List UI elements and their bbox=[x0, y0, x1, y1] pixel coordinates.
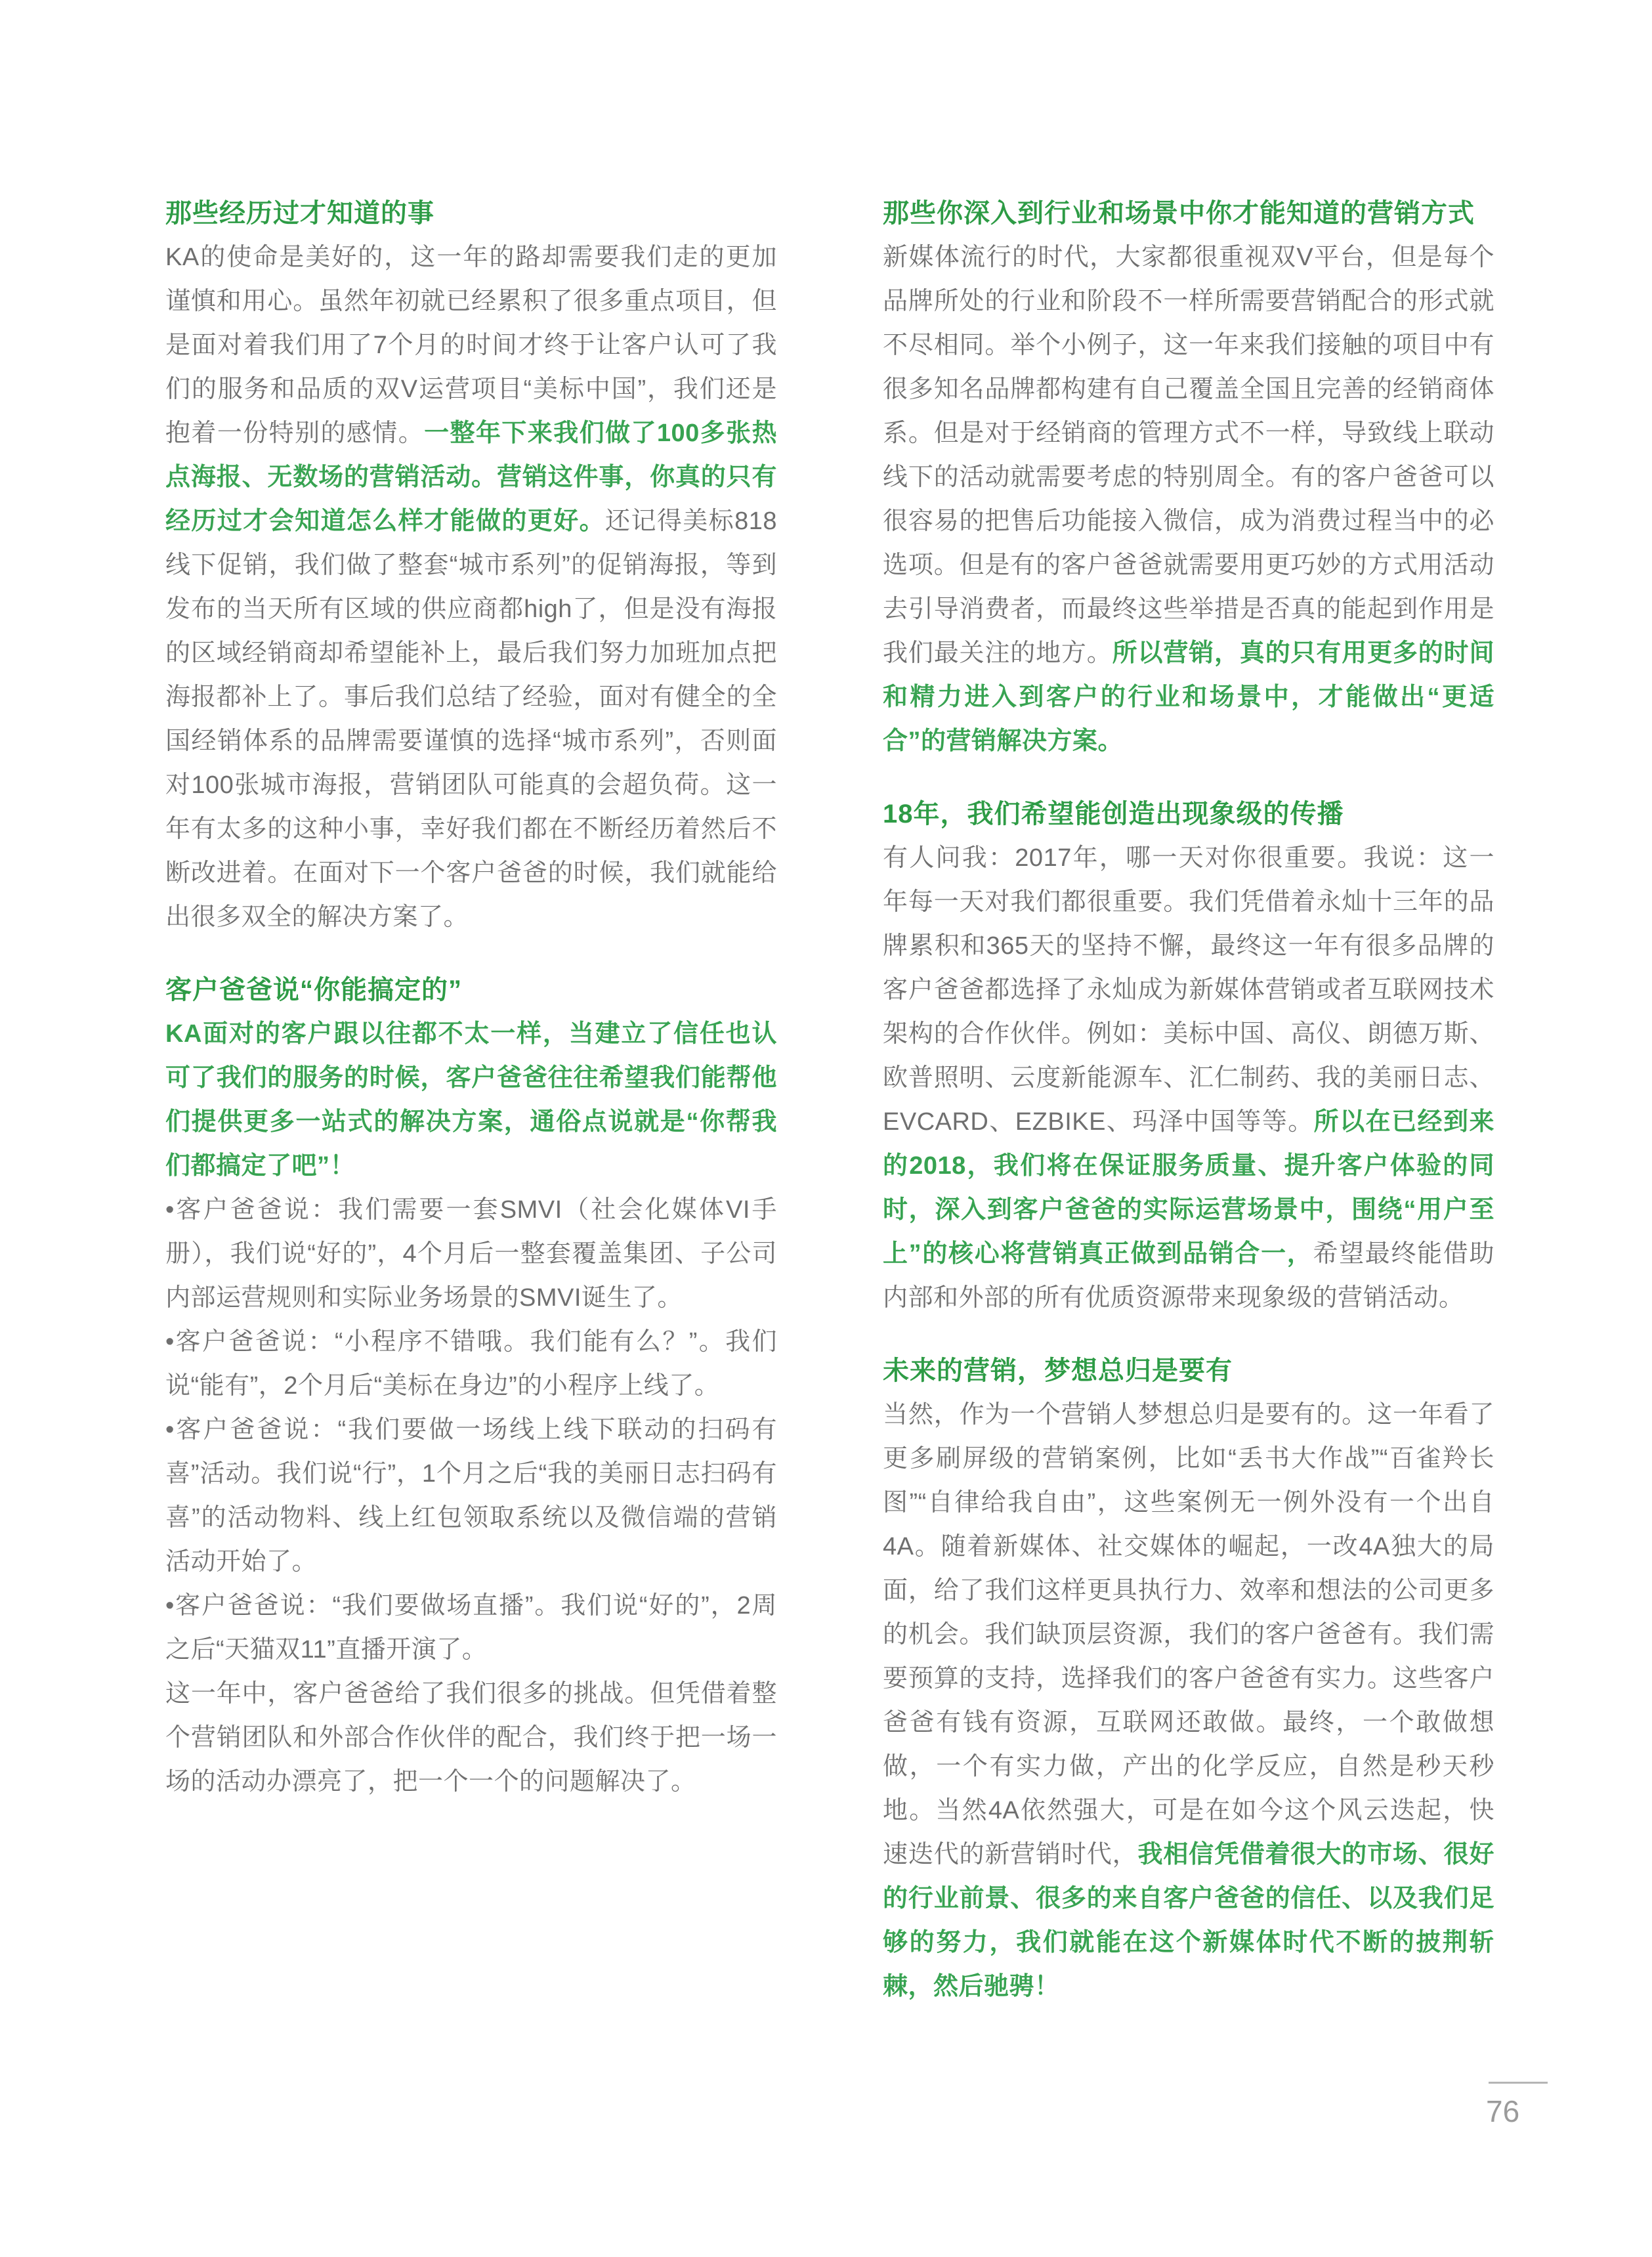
paragraph-highlight: KA面对的客户跟以往都不太一样，当建立了信任也认可了我们的服务的时候，客户爸爸往往希望我们能帮他们提供更多一站式的解决方案，通俗点说就是“你帮我们都搞定了吧”！ bbox=[165, 1020, 777, 1180]
bullet-item: •客户爸爸说：“小程序不错哦。我们能有么？”。我们说“能有”，2个月后“美标在身边”的小程序上线了。 bbox=[165, 1328, 777, 1400]
paragraph bbox=[883, 236, 1494, 763]
paragraph-text: 希望最终能借助内部和外部的所有优质资源带来现象级的营销活动。 bbox=[883, 1240, 1494, 1312]
paragraph bbox=[165, 236, 777, 939]
section-heading-client-says: 客户爸爸说“你能搞定的” bbox=[165, 976, 462, 1004]
paragraph-text: 当然，作为一个营销人梦想总归是要有的。这一年看了更多刷屏级的营销案例，比如“丢书大作战”“百雀羚长图”“自律给我自由”，这些案例无一例外没有一个出自4A。随着新媒体、社交媒体的崛起，一改4A独大的局面，给了我们这样更具执行力、效率和想法的公司更多的机会。我们缺顶层资源，我们的客户爸爸有。我们需要预算的支持，选择我们的客户爸爸有实力。这些客户爸爸有钱有资源，互联网还敢做。最终，一个敢做想做，一个有实力做，产出的化学反应，自然是秒天秒地。当然4A依然强大，可是在如今这个风云迭起，快速迭代的新营销时代， bbox=[883, 1401, 1494, 1868]
bullet-item: •客户爸爸说：“我们要做一场线上线下联动的扫码有喜”活动。我们说“行”，1个月之后“我的美丽日志扫码有喜”的活动物料、线上红包领取系统以及微信端的营销活动开始了。 bbox=[165, 1416, 777, 1576]
paragraph-text: KA的使命是美好的，这一年的路却需要我们走的更加谨慎和用心。虽然年初就已经累积了很多重点项目，但是面对着我们用了7个月的时间才终于让客户认可了我们的服务和品质的双V运营项目“美标中国”，我们还是抱着一份特别的感情。 bbox=[165, 244, 777, 447]
bullet-item: •客户爸爸说：我们需要一套SMVI（社会化媒体VI手册），我们说“好的”，4个月后一整套覆盖集团、子公司内部运营规则和实际业务场景的SMVI诞生了。 bbox=[165, 1196, 777, 1312]
paragraph-text: 新媒体流行的时代，大家都很重视双V平台，但是每个品牌所处的行业和阶段不一样所需要营销配合的形式就不尽相同。举个小例子，这一年来我们接触的项目中有很多知名品牌都构建有自己覆盖全国且完善的经销商体系。但是对于经销商的管理方式不一样，导致线上联动线下的活动就需要考虑的特别周全。有的客户爸爸可以很容易的把售后功能接入微信，成为消费过程当中的必选项。但是有的客户爸爸就需要用更巧妙的方式用活动去引导消费者，而最终这些举措是否真的能起到作用是我们最关注的地方。 bbox=[883, 244, 1494, 667]
footer-rule bbox=[1489, 2082, 1548, 2084]
paragraph-highlight: 所以在已经到来的2018，我们将在保证服务质量、提升客户体验的同时，深入到客户爸爸的实际运营场景中，围绕“用户至上”的核心将营销真正做到品销合一， bbox=[883, 1108, 1494, 1268]
section-heading-future-marketing: 未来的营销，梦想总归是要有 bbox=[883, 1356, 1233, 1385]
paragraph-highlight: 我相信凭借着很大的市场、很好的行业前景、很多的来自客户爸爸的信任、以及我们足够的努力，我们就能在这个新媒体时代不断的披荆斩棘，然后驰骋！ bbox=[883, 1841, 1494, 2000]
page-number: 76 bbox=[1486, 2094, 1520, 2128]
bullet-item: •客户爸爸说：“我们要做场直播”。我们说“好的”，2周之后“天猫双11”直播开演了。 bbox=[165, 1592, 777, 1664]
paragraph-text: 有人问我：2017年，哪一天对你很重要。我说：这一年每一天对我们都很重要。我们凭借着永灿十三年的品牌累积和365天的坚持不懈，最终这一年有很多品牌的客户爸爸都选择了永灿成为新媒体营销或者互联网技术架构的合作伙伴。例如：美标中国、高仪、朗德万斯、欧普照明、云度新能源车、汇仁制药、我的美丽日志、EVCARD、EZBIKE、玛泽中国等等。 bbox=[883, 844, 1494, 1136]
paragraph-highlight: 所以营销，真的只有用更多的时间和精力进入到客户的行业和场景中，才能做出“更适合”的营销解决方案。 bbox=[883, 639, 1494, 755]
section-heading-industry-marketing: 那些你深入到行业和场景中你才能知道的营销方式 bbox=[883, 199, 1475, 228]
right-column bbox=[883, 192, 1494, 2009]
section-heading-2018-goal: 18年，我们希望能创造出现象级的传播 bbox=[883, 800, 1344, 828]
paragraph-text: 还记得美标818线下促销，我们做了整套“城市系列”的促销海报，等到发布的当天所有区域的供应商都high了，但是没有海报的区域经销商却希望能补上，最后我们努力加班加点把海报都补上了。事后我们总结了经验，面对有健全的全国经销体系的品牌需要谨慎的选择“城市系列”，否则面对100张城市海报，营销团队可能真的会超负荷。这一年有太多的这种小事，幸好我们都在不断经历着然后不断改进着。在面对下一个客户爸爸的时候，我们就能给出很多双全的解决方案了。 bbox=[165, 507, 777, 931]
paragraph bbox=[883, 1393, 1494, 2009]
paragraph: 这一年中，客户爸爸给了我们很多的挑战。但凭借着整个营销团队和外部合作伙伴的配合，我们终于把一场一场的活动办漂亮了，把一个一个的问题解决了。 bbox=[165, 1680, 777, 1795]
left-column bbox=[165, 192, 777, 1804]
paragraph bbox=[883, 836, 1494, 1320]
paragraph-highlight: 一整年下来我们做了100多张热点海报、无数场的营销活动。营销这件事，你真的只有经历过才会知道怎么样才能做的更好。 bbox=[165, 419, 777, 535]
section-heading-things-learned: 那些经历过才知道的事 bbox=[165, 199, 434, 228]
